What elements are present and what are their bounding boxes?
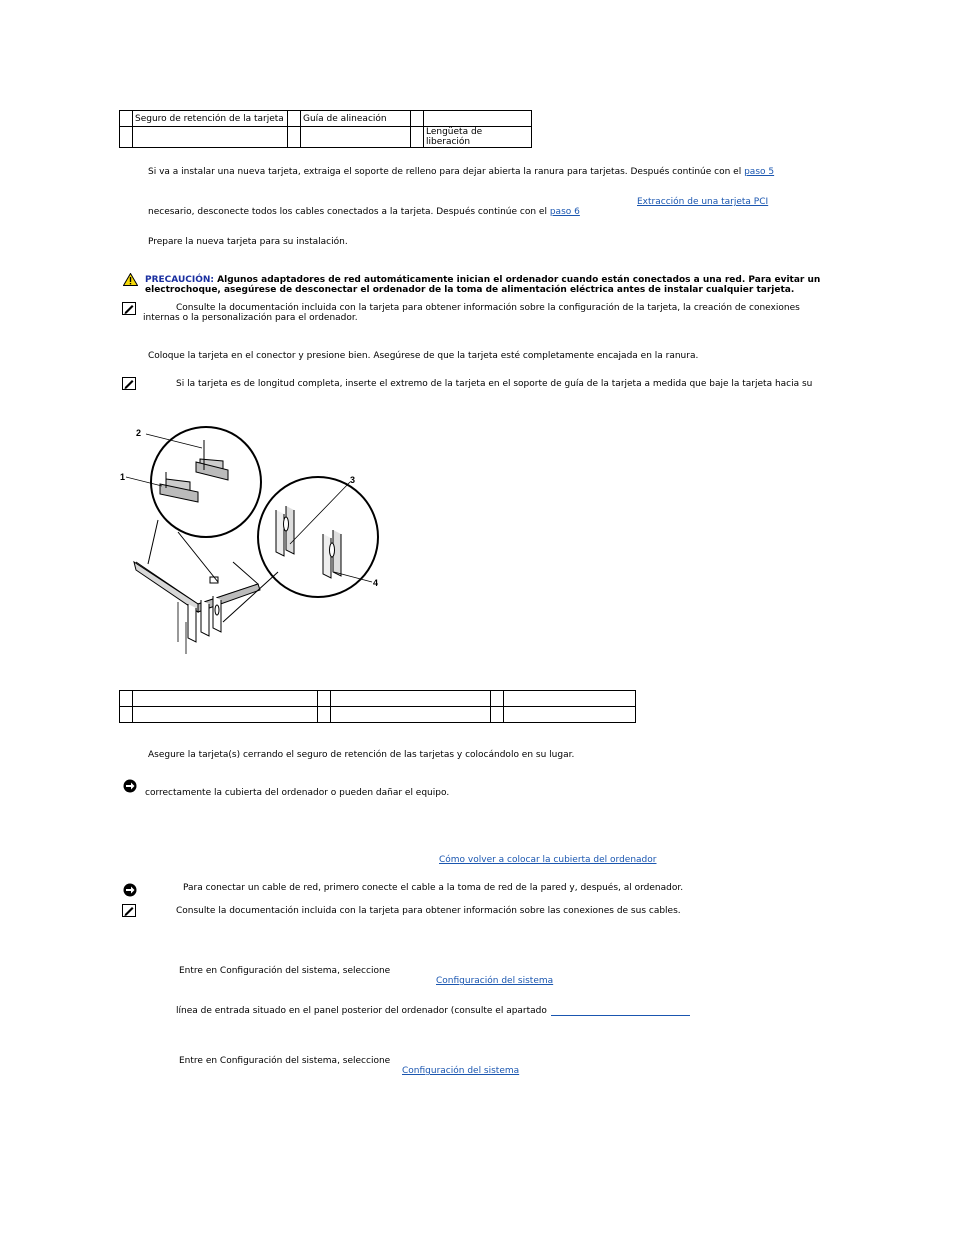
configuracion-sistema-link-2[interactable]: Configuración del sistema [402, 1066, 520, 1076]
table-cell [318, 707, 331, 723]
callout-table-figure [119, 690, 636, 723]
caution-text [145, 275, 820, 295]
table-cell [491, 707, 504, 723]
table-cell [491, 691, 504, 707]
step-place-text: Coloque la tarjeta en el conector y presione bien. Asegúrese de que la tarjeta esté completamente encajada en la ranura. [148, 351, 699, 361]
note-icon [122, 302, 136, 315]
table-cell [331, 707, 491, 723]
setup-2-text: Entre en Configuración del sistema, seleccione [179, 1056, 391, 1066]
table-cell [504, 691, 636, 707]
line-in-text: línea de entrada situado en el panel posterior del ordenador (consulte el apartado [176, 1006, 547, 1016]
setup-1-text: Entre en Configuración del sistema, seleccione [179, 966, 391, 976]
table-row [120, 707, 636, 723]
table-cell [133, 707, 318, 723]
callout-3: 3 [350, 475, 356, 485]
callout-1: 1 [120, 472, 126, 482]
table-cell [133, 127, 288, 148]
table-cell [301, 127, 411, 148]
note-3-text: Consulte la documentación incluida con la tarjeta para obtener información sobre las conexiones de sus cables. [176, 906, 681, 916]
table-cell [288, 127, 301, 148]
step-disconnect-body: necesario, desconecte todos los cables conectados a la tarjeta. Después continúe con el [148, 207, 547, 217]
note-icon [122, 904, 136, 917]
extraccion-tarjeta-link[interactable]: Extracción de una tarjeta PCI [637, 197, 769, 207]
caution-line1: Algunos adaptadores de red automáticamente inician el ordenador cuando están conectados a una red. Para evitar un [217, 275, 821, 285]
note-1-line1: Consulte la documentación incluida con la tarjeta para obtener información sobre la configuración de la tarjeta, la creación de conexiones [176, 303, 800, 313]
paso-6-link[interactable]: paso 6 [549, 207, 580, 217]
table-cell [318, 691, 331, 707]
table-cell: Guía de alineación [301, 111, 411, 127]
table-cell [504, 707, 636, 723]
notice-icon [123, 779, 137, 793]
card-installation-illustration [118, 422, 388, 654]
blank-link-underline[interactable] [551, 1005, 690, 1016]
configuracion-sistema-link[interactable]: Configuración del sistema [436, 976, 554, 986]
table-cell [411, 111, 424, 127]
table-cell [411, 127, 424, 148]
step-install-text [148, 167, 774, 177]
table-cell [331, 691, 491, 707]
cubierta-ordenador-link[interactable]: Cómo volver a colocar la cubierta del ordenador [439, 855, 657, 865]
caution-icon [123, 273, 138, 286]
step-install-body: Si va a instalar una nueva tarjeta, extraiga el soporte de relleno para dejar abierta la ranura para tarjetas. Después continúe con el [148, 167, 742, 177]
table-cell [133, 691, 318, 707]
table-cell: Seguro de retención de la tarjeta [133, 111, 288, 127]
notice-2-text: Para conectar un cable de red, primero conecte el cable a la toma de red de la pared y, después, al ordenador. [183, 883, 684, 893]
table-cell [424, 111, 532, 127]
note-2-text: Si la tarjeta es de longitud completa, inserte el extremo de la tarjeta en el soporte de guía de la tarjeta a medida que baje la tarjeta hacia su [176, 379, 813, 389]
table-cell [120, 127, 133, 148]
step-secure-text: Asegure la tarjeta(s) cerrando el seguro de retención de las tarjetas y colocándolo en su lugar. [148, 750, 575, 760]
table-cell [120, 691, 133, 707]
paso-5-link[interactable]: paso 5 [744, 167, 775, 177]
table-cell [120, 111, 133, 127]
notice-icon [123, 883, 137, 897]
table-row [120, 127, 532, 148]
callout-table-top [119, 110, 532, 148]
table-cell [120, 707, 133, 723]
note-1-line2: internas o la personalización para el ordenador. [143, 313, 358, 323]
callout-2: 2 [136, 428, 142, 438]
caution-line2: electrochoque, asegúrese de desconectar el ordenador de la toma de alimentación eléctrica antes de instalar cualquier tarjeta. [145, 285, 795, 295]
note-icon [122, 377, 136, 390]
step-prepare-text: Prepare la nueva tarjeta para su instalación. [148, 237, 348, 247]
table-cell: Lengüeta de liberación [424, 127, 532, 148]
table-row [120, 691, 636, 707]
callout-4: 4 [373, 578, 379, 588]
caution-label: PRECAUCIÓN: [145, 275, 215, 285]
table-cell [288, 111, 301, 127]
step-disconnect-text [148, 207, 580, 217]
table-row [120, 111, 532, 127]
notice-1-text: correctamente la cubierta del ordenador o pueden dañar el equipo. [145, 788, 450, 798]
